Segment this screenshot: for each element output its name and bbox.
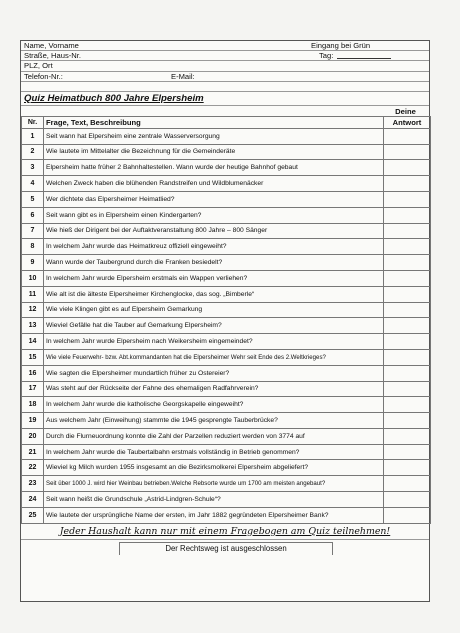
question-number: 13 [22,318,44,334]
question-number: 22 [22,460,44,476]
email-label: E-Mail: [171,71,195,81]
table-row [22,318,431,334]
legal-text: Der Rechtsweg ist ausgeschlossen [119,542,333,555]
question-number: 1 [22,128,44,144]
question-text: Welchen Zweck haben die blühenden Randstreifen und Wildblumenäcker [44,176,384,192]
answer-cell[interactable] [384,176,431,192]
question-text: Was steht auf der Rückseite der Fahne des ehemaligen Radfahrverein? [44,381,384,397]
question-number: 2 [22,144,44,160]
table-row [22,476,431,492]
question-number: 17 [22,381,44,397]
table-row [22,223,431,239]
question-text: Seit wann hat Elpersheim eine zentrale Wasserversorgung [44,128,384,144]
table-row [22,302,431,318]
question-number: 14 [22,334,44,350]
question-number: 10 [22,270,44,286]
quiz-form [20,40,430,602]
answer-header-line1: Deine [395,106,416,116]
title-row [21,92,429,106]
question-text: Aus welchem Jahr (Einweihung) stammte die 1945 gesprengte Tauberbrücke? [44,413,384,429]
question-text: Wie viele Klingen gibt es auf Elpersheim Gemarkung [44,302,384,318]
question-text: Durch die Flurneuordnung konnte die Zahl der Parzellen reduziert werden von 3774 auf [44,428,384,444]
table-row [22,128,431,144]
question-number: 8 [22,239,44,255]
answer-cell[interactable] [384,318,431,334]
table-row [22,191,431,207]
question-text: Wann wurde der Taubergrund durch die Franken besiedelt? [44,255,384,271]
answer-cell[interactable] [384,349,431,365]
phone-label: Telefon-Nr.: [24,71,63,81]
table-row [22,239,431,255]
table-row [22,413,431,429]
answer-header-top [21,106,429,116]
answer-cell[interactable] [384,365,431,381]
table-row [22,255,431,271]
question-text: Wie viele Feuerwehr- bzw. Abt.kommandanten hat die Elpersheimer Wehr seit Ende des 2.Weltkrieges? [44,349,384,365]
column-header-nr: Nr. [22,116,44,128]
question-number: 24 [22,492,44,508]
question-number: 9 [22,255,44,271]
question-text: Elpersheim hatte früher 2 Bahnhaltestellen. Wann wurde der heutige Bahnhof gebaut [44,160,384,176]
question-text: Seit wann gibt es in Elpersheim einen Kindergarten? [44,207,384,223]
table-row [22,365,431,381]
question-number: 4 [22,176,44,192]
question-text: Wer dichtete das Elpersheimer Heimatlied? [44,191,384,207]
header-row-street [21,51,429,61]
table-row [22,286,431,302]
question-number: 6 [22,207,44,223]
question-number: 16 [22,365,44,381]
question-text: In welchem Jahr wurde die Taubertalbahn erstmals vollständig in Betrieb genommen? [44,444,384,460]
answer-cell[interactable] [384,191,431,207]
tag-blank-line [337,51,391,59]
tag-label: Tag: [319,51,334,61]
eingang-label: Eingang bei Grün [311,41,371,50]
header-row-plz [21,61,429,71]
table-row [22,507,431,523]
answer-cell[interactable] [384,160,431,176]
table-header-row [22,116,431,128]
answer-cell[interactable] [384,144,431,160]
answer-cell[interactable] [384,128,431,144]
table-row [22,176,431,192]
answer-cell[interactable] [384,476,431,492]
answer-cell[interactable] [384,413,431,429]
question-text: Seit über 1000 J. wird hier Weinbau betrieben.Welche Rebsorte wurde um 1700 am meisten angebaut? [44,476,384,492]
plz-label: PLZ, Ort [24,61,53,71]
question-number: 23 [22,476,44,492]
column-header-question: Frage, Text, Beschreibung [44,116,384,128]
answer-cell[interactable] [384,397,431,413]
table-row [22,334,431,350]
answer-cell[interactable] [384,444,431,460]
question-text: In welchem Jahr wurde Elpersheim erstmals ein Wappen verliehen? [44,270,384,286]
table-row [22,492,431,508]
table-row [22,397,431,413]
tag-field[interactable] [319,51,333,61]
header-row-contact [21,72,429,82]
question-text: Wieviel kg Milch wurden 1955 insgesamt an die Bezirksmolkerei Elpersheim abgeliefert? [44,460,384,476]
table-row [22,381,431,397]
question-text: Wie lautete der ursprüngliche Name der ersten, im Jahr 1882 gegründeten Elpersheimer Bank? [44,507,384,523]
answer-cell[interactable] [384,460,431,476]
answer-cell[interactable] [384,239,431,255]
spacer-row [21,82,429,92]
question-number: 21 [22,444,44,460]
table-row [22,270,431,286]
answer-cell[interactable] [384,286,431,302]
footer-note: Jeder Haushalt kann nur mit einem Fragebogen am Quiz teilnehmen! [21,524,429,540]
table-row [22,160,431,176]
table-row [22,207,431,223]
question-text: In welchem Jahr wurde die katholische Georgskapelle eingeweiht? [44,397,384,413]
table-row [22,349,431,365]
answer-cell[interactable] [384,507,431,523]
question-number: 18 [22,397,44,413]
name-label: Name, Vorname [24,41,79,50]
header-row-name [21,41,429,51]
question-number: 25 [22,507,44,523]
answer-cell[interactable] [384,302,431,318]
question-text: Wie alt ist die älteste Elpersheimer Kirchenglocke, das sog. „Bimberle“ [44,286,384,302]
question-number: 3 [22,160,44,176]
question-number: 7 [22,223,44,239]
question-text: Wie hieß der Dirigent bei der Auftaktveranstaltung 800 Jahre – 800 Sänger [44,223,384,239]
question-number: 5 [22,191,44,207]
answer-cell[interactable] [384,492,431,508]
question-number: 20 [22,428,44,444]
question-text: Wieviel Gefälle hat die Tauber auf Gemarkung Elpersheim? [44,318,384,334]
table-row [22,428,431,444]
questions-body [22,128,431,523]
answer-cell[interactable] [384,381,431,397]
answer-cell[interactable] [384,428,431,444]
question-text: Wie lautete im Mittelalter die Bezeichnung für die Gemeinderäte [44,144,384,160]
street-label: Straße, Haus-Nr. [24,51,81,61]
column-header-answer: Antwort [384,116,431,128]
table-row [22,460,431,476]
table-row [22,144,431,160]
answer-cell[interactable] [384,270,431,286]
table-row [22,444,431,460]
questions-table [21,116,431,524]
legal-row [21,540,429,554]
quiz-title: Quiz Heimatbuch 800 Jahre Elpersheim [24,92,204,104]
question-text: Seit wann heißt die Grundschule „Astrid-Lindgren-Schule“? [44,492,384,508]
question-number: 11 [22,286,44,302]
question-text: In welchem Jahr wurde Elpersheim nach Weikersheim eingemeindet? [44,334,384,350]
question-text: In welchem Jahr wurde das Heimatkreuz offiziell eingeweiht? [44,239,384,255]
answer-cell[interactable] [384,223,431,239]
question-number: 12 [22,302,44,318]
answer-cell[interactable] [384,207,431,223]
question-number: 15 [22,349,44,365]
answer-cell[interactable] [384,334,431,350]
question-text: Wie sagten die Elpersheimer mundartlich früher zu Ostereier? [44,365,384,381]
question-number: 19 [22,413,44,429]
answer-cell[interactable] [384,255,431,271]
